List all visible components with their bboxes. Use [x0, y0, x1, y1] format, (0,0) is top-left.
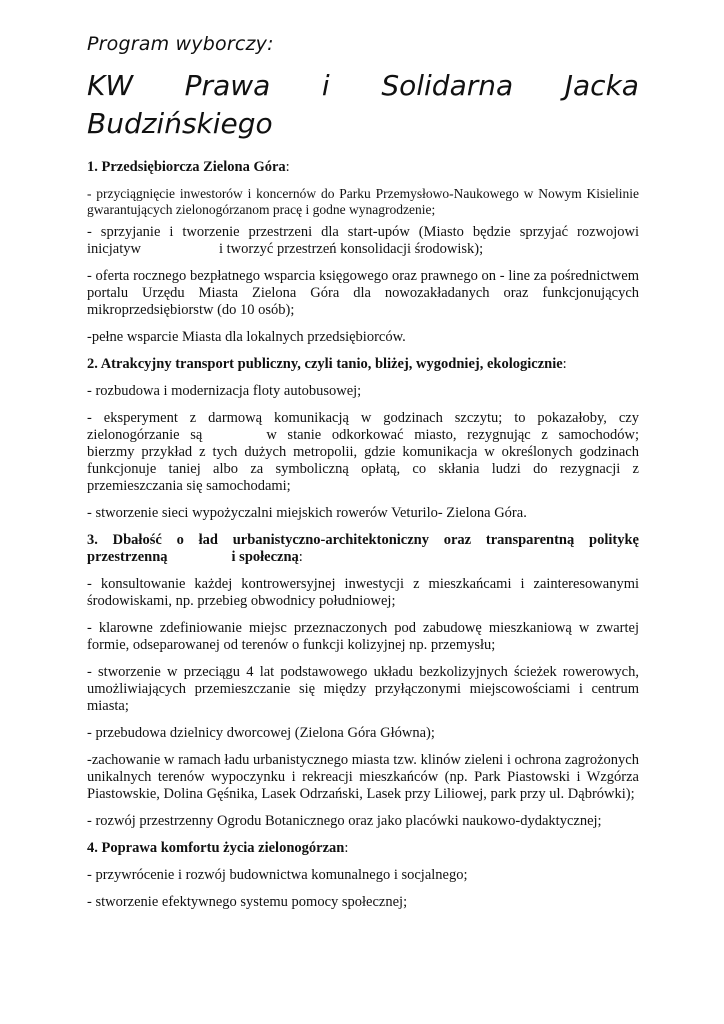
list-item: - sprzyjanie i tworzenie przestrzeni dla start-upów (Miasto będzie sprzyjać rozwojowi inicjatyw i tworzyć przestrzeń konsolidacji środowisk); — [87, 224, 639, 257]
list-item: -zachowanie w ramach ładu urbanistycznego miasta tzw. klinów zieleni i ochrona zagrożonych unikalnych terenów wypoczynku i rekreacji mieszkańców (np. Park Piastowski i Wzgórza Piastowskie, Dolina Gęśnika, Lasek Odrzański, Lasek przy Liliowej, park przy ul. Dąbrówki); — [87, 752, 639, 802]
title-word: Jacka — [564, 69, 639, 102]
document-title — [87, 67, 639, 143]
list-item: - przyciągnięcie inwestorów i koncernów do Parku Przemysłowo-Naukowego w Nowym Kisielinie gwarantujących zielonogórzanom pracę i godne wynagrodzenie; — [87, 186, 639, 217]
title-word: KW — [87, 69, 134, 102]
section-2-heading: 2. Atrakcyjny transport publiczny, czyli tanio, bliżej, wygodniej, ekologicznie: — [87, 356, 567, 372]
list-item: - przywrócenie i rozwój budownictwa komunalnego i socjalnego; — [87, 867, 468, 883]
list-item: -pełne wsparcie Miasta dla lokalnych przedsiębiorców. — [87, 329, 406, 345]
document-label: Program wyborczy: — [87, 33, 274, 55]
section-4-heading: 4. Poprawa komfortu życia zielonogórzan: — [87, 840, 349, 856]
list-item: - stworzenie sieci wypożyczalni miejskich rowerów Veturilo- Zielona Góra. — [87, 505, 527, 521]
list-item: - rozwój przestrzenny Ogrodu Botanicznego oraz jako placówki naukowo-dydaktycznej; — [87, 813, 602, 829]
title-line-1 — [87, 67, 639, 105]
title-word: Solidarna — [381, 69, 514, 102]
list-item: - klarowne zdefiniowanie miejsc przeznaczonych pod zabudowę mieszkaniową w zwartej formie, odseparowanej od terenów o funkcji kolizyjnej np. przemysłu; — [87, 620, 639, 653]
list-item: - przebudowa dzielnicy dworcowej (Zielona Góra Główna); — [87, 725, 435, 741]
title-word: i — [321, 69, 330, 102]
list-item: - eksperyment z darmową komunikacją w godzinach szczytu; to pokazałoby, czy zielonogórzanie są w stanie odkorkować miasto, rezygnując z samochodów; bierzmy przykład z tych dużych metropolii, gdzie komunikacja w określonych godzinach funkcjonuje taniej albo za symboliczną opłatą, co skłania ludzi do rezygnacji z przemieszczania się samochodami; — [87, 410, 639, 494]
list-item: - stworzenie w przeciągu 4 lat podstawowego układu bezkolizyjnych ścieżek rowerowych, umożliwiających przemieszczanie się między przyłączonymi miejscowościami i centrum miasta; — [87, 664, 639, 714]
section-1-heading: 1. Przedsiębiorcza Zielona Góra: — [87, 159, 290, 175]
document-page — [87, 30, 639, 921]
list-item: - oferta rocznego bezpłatnego wsparcia księgowego oraz prawnego on - line za pośrednictwem portalu Urzędu Miasta Zielona Góra dla nowozakładanych oraz funkcjonujących mikroprzedsiębiorstw (do 10 osób); — [87, 268, 639, 318]
title-word: Prawa — [184, 69, 271, 102]
list-item: - stworzenie efektywnego systemu pomocy społecznej; — [87, 894, 408, 910]
section-3-heading: 3. Dbałość o ład urbanistyczno-architektoniczny oraz transparentną politykę przestrzenną i społeczną: — [87, 532, 639, 565]
list-item: - rozbudowa i modernizacja floty autobusowej; — [87, 383, 362, 399]
list-item: - konsultowanie każdej kontrowersyjnej inwestycji z mieszkańcami i zainteresowanymi środowiskami, np. przebieg obwodnicy południowej; — [87, 576, 639, 609]
title-line-2: Budzińskiego — [87, 107, 273, 140]
